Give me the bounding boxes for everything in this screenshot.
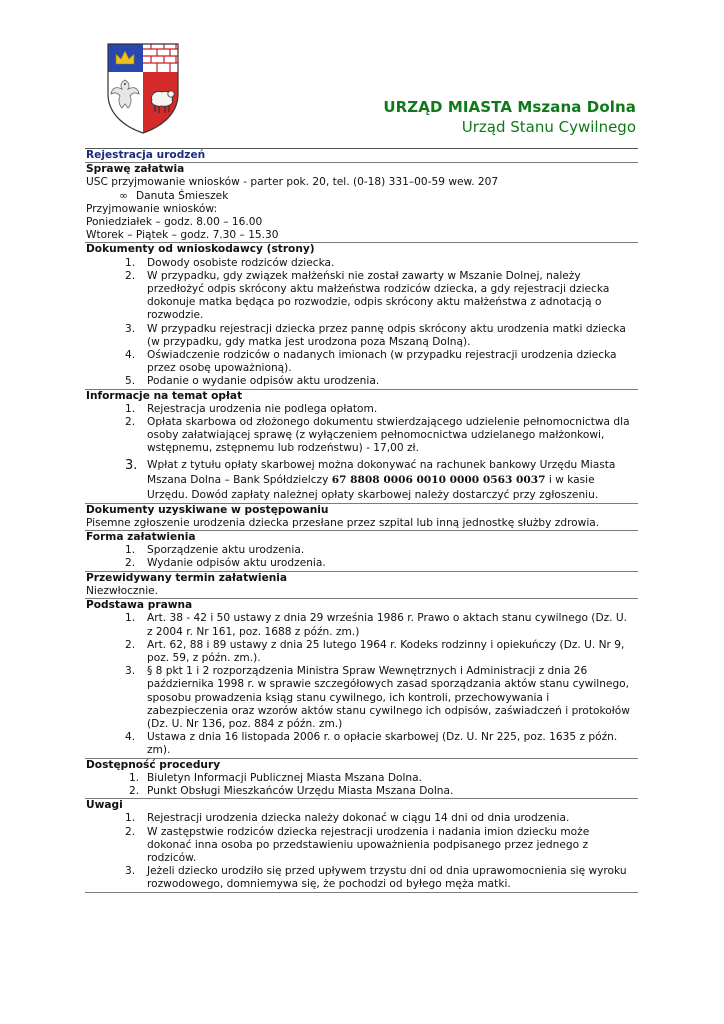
- section-heading: Sprawę załatwia: [86, 163, 185, 176]
- list-item: 2. W zastępstwie rodziców dziecka rejestracji urodzenia i nadania imion dziecku może dokonać inna osoba po przedstawieniu upoważnienia podpisanego przez jednego z rodziców.: [125, 825, 590, 864]
- contact-person: [85, 190, 638, 203]
- section-fees: [85, 389, 638, 503]
- list-item: 3. § 8 pkt 1 i 2 rozporządzenia Ministra Spraw Wewnętrznych i Administracji z dnia 26 października 1998 r. w sprawie szczegółowych zasad sporządzania aktów stanu cywilnego, sposobu prowadzenia ksiąg stanu cywilnego, ich kontroli, przechowywania i zabezpieczenia oraz wzorów aktów stanu cywilnego ich odpisów, zaświadczeń i protokołów (Dz. U. Nr 136, poz. 884 z późn. zm.): [125, 665, 630, 730]
- list-item: 3. Wpłat z tytułu opłaty skarbowej można dokonywać na rachunek bankowy Urzędu Miasta Mszana Dolna – Bank Spółdzielczy 67 8808 0006 0010 0000 0563 0037 i w kasie Urzędu. Dowód zapłaty należnej opłaty skarbowej należy dostarczyć przy zgłoszeniu.: [125, 457, 616, 501]
- applicant-docs-list: [85, 257, 638, 389]
- coat-of-arms-icon: [106, 42, 180, 134]
- procedure-card: [85, 148, 638, 893]
- section-title: [85, 148, 638, 162]
- availability-list: [85, 772, 638, 798]
- fees-list: [85, 403, 638, 503]
- section-availability: [85, 758, 638, 799]
- list-item: 1. Dowody osobiste rodziców dziecka.: [125, 256, 335, 269]
- section-handler: [85, 162, 638, 242]
- section-heading: Dokumenty od wnioskodawcy (strony): [86, 243, 315, 256]
- list-item: 1. Rejestracja urodzenia nie podlega opłatom.: [125, 402, 378, 415]
- section-notes: [85, 798, 638, 891]
- section-heading: Informacje na temat opłat: [86, 389, 243, 402]
- office-subtitle: Urząd Stanu Cywilnego: [461, 118, 636, 136]
- hours-monday: Poniedziałek – godz. 8.00 – 16.00: [86, 216, 263, 229]
- section-heading: Forma załatwienia: [86, 531, 196, 544]
- infinity-icon: ∞: [119, 189, 128, 202]
- office-title: URZĄD MIASTA Mszana Dolna: [383, 98, 636, 116]
- bank-account-number: 67 8808 0006 0010 0000 0563 0037: [331, 473, 546, 486]
- notes-list: [85, 812, 638, 891]
- list-item: 4. Oświadczenie rodziców o nadanych imionach (w przypadku rejestracji urodzenia dziecka przez osobę upoważnioną).: [125, 349, 617, 375]
- procedure-title: Rejestracja urodzeń: [86, 149, 206, 161]
- section-deadline: [85, 571, 638, 598]
- list-item: 3. W przypadku rejestracji dziecka przez pannę odpis skrócony aktu urodzenia matki dziecka (w przypadku, gdy matka jest urodzona poza Mszaną Dolną).: [125, 322, 626, 348]
- office-location: USC przyjmowanie wniosków - parter pok. 20, tel. (0-18) 331–00-59 wew. 207: [86, 176, 499, 189]
- list-item: 1. Rejestracji urodzenia dziecka należy dokonać w ciągu 14 dni od dnia urodzenia.: [125, 812, 570, 825]
- list-item: 1. Biuletyn Informacji Publicznej Miasta Mszana Dolna.: [129, 771, 423, 784]
- section-heading: Uwagi: [86, 799, 123, 812]
- legal-list: [85, 612, 638, 757]
- list-item: 2. Art. 62, 88 i 89 ustawy z dnia 25 lutego 1964 r. Kodeks rodzinny i opiekuńczy (Dz. U. Nr 9, poz. 59, z późn. zm.).: [125, 638, 625, 664]
- list-item: 2. Punkt Obsługi Mieszkańców Urzędu Miasta Mszana Dolna.: [129, 784, 454, 797]
- hours-label: Przyjmowanie wniosków:: [86, 202, 218, 215]
- list-item: 3. Jeżeli dziecko urodziło się przed upływem trzystu dni od dnia uprawomocnienia się wyroku rozwodowego, domniemywa się, że pochodzi od byłego męża matki.: [125, 865, 627, 891]
- list-item: 1. Sporządzenie aktu urodzenia.: [125, 544, 305, 557]
- section-obtained-docs: [85, 503, 638, 530]
- section-heading: Podstawa prawna: [86, 599, 193, 612]
- list-item: 2. Wydanie odpisów aktu urodzenia.: [125, 557, 326, 570]
- section-heading: Dokumenty uzyskiwane w postępowaniu: [86, 503, 329, 516]
- hours-tue-fri: Wtorek – Piątek – godz. 7.30 – 15.30: [86, 229, 279, 242]
- list-item: 4. Ustawa z dnia 16 listopada 2006 r. o opłacie skarbowej (Dz. U. Nr 225, poz. 1635 z późn. zm).: [125, 731, 618, 757]
- obtained-text: Pisemne zgłoszenie urodzenia dziecka przesłane przez szpital lub inną jednostkę służby zdrowia.: [86, 516, 600, 529]
- form-list: [85, 544, 638, 570]
- bottom-divider: [85, 892, 638, 893]
- list-item: 2. W przypadku, gdy związek małżeński nie został zawarty w Mszanie Dolnej, należy przedłożyć odpis skrócony aktu małżeństwa rodziców dziecka, a gdy rejestracji dziecka dokonuje matka będąca po rozwodzie, odpis skrócony aktu małżeństwa z adnotacją o rozwodzie.: [125, 269, 610, 322]
- list-item: 5. Podanie o wydanie odpisów aktu urodzenia.: [125, 375, 380, 388]
- section-heading: Przewidywany termin załatwienia: [86, 571, 288, 584]
- section-applicant-docs: [85, 242, 638, 388]
- person-name: Danuta Śmieszek: [136, 189, 229, 202]
- section-legal-basis: [85, 598, 638, 757]
- section-heading: Dostępność procedury: [86, 758, 221, 771]
- section-form: [85, 530, 638, 571]
- list-item: 2. Opłata skarbowa od złożonego dokumentu stwierdzającego udzielenie pełnomocnictwa dla osoby załatwiającej sprawę (z wyłączeniem pełnomocnictwa udzielanego małżonkowi, wstępnemu, zstępnemu lub rodzeństwu) - 17,00 zł.: [125, 416, 630, 455]
- list-item: 1. Art. 38 - 42 i 50 ustawy z dnia 29 września 1986 r. Prawo o aktach stanu cywilnego (Dz. U. z 2004 r. Nr 161, poz. 1688 z późn. zm.): [125, 612, 628, 638]
- deadline-text: Niezwłocznie.: [86, 584, 159, 597]
